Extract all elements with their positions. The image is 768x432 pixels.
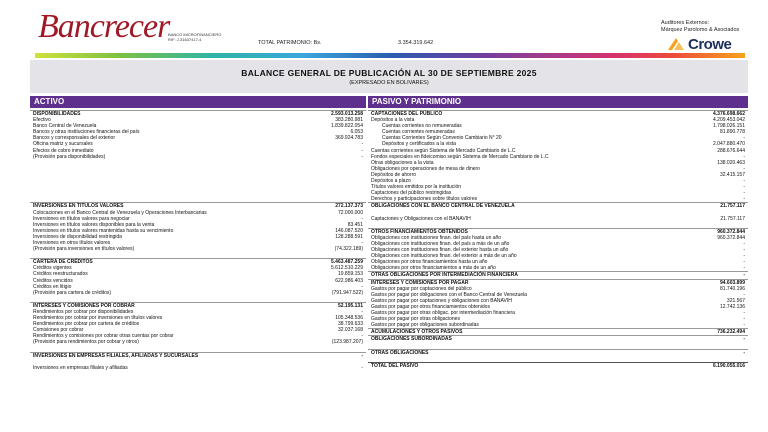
row-label: Depósitos de ahorro — [371, 171, 417, 178]
row-value: - — [361, 153, 363, 160]
activo-column — [30, 110, 366, 371]
row-label: ACUMULACIONES Y OTROS PASIVOS — [371, 329, 463, 336]
row-label: CARTERA DE CRÉDITOS — [33, 259, 93, 266]
row-value: - — [743, 265, 745, 272]
report-title: BALANCE GENERAL DE PUBLICACIÓN AL 30 DE SEPTIEMBRE 2025 — [241, 68, 537, 78]
row-value: - — [743, 253, 745, 260]
row-value: - — [743, 184, 745, 191]
row-value: 6.190.055.016 — [713, 362, 745, 369]
row-label: Obligaciones por otros financiamientos hasta un año — [371, 259, 488, 266]
row-label: Depósitos a la vista — [371, 117, 415, 124]
row-value: - — [361, 141, 363, 148]
row-label: Cuentas corrientes remuneradas — [382, 129, 455, 136]
row-value: 81.740.196 — [719, 285, 745, 292]
auditor-name: Márquez Parolomo & Asociados — [661, 27, 740, 33]
row-label: Rendimientos por cobrar por inversiones en títulos valores — [33, 315, 163, 322]
row-value: (74.322.189) — [334, 246, 363, 253]
row-label: (Provisión para inversiones en títulos valores) — [33, 246, 135, 253]
report-title-bar — [30, 60, 748, 93]
section-row — [30, 258, 366, 265]
crowe-logo-text: Crowe — [688, 36, 732, 53]
row-label: CAPTACIONES DEL PÚBLICO — [371, 111, 443, 117]
row-value: - — [361, 364, 363, 371]
row-value: 369.924.783 — [335, 135, 363, 142]
row-label: INTERESES Y COMISIONES POR COBRAR — [33, 302, 135, 309]
row-label: Banco Central de Venezuela — [33, 123, 97, 130]
row-value: (791.947.522) — [331, 289, 363, 296]
row-value: 138.020.463 — [717, 159, 745, 166]
row-label: Rendimientos por cobrar por cartera de créditos — [33, 321, 140, 328]
row-value: 32.037.168 — [337, 327, 363, 334]
row-label: Inversiones en títulos valores mantenidas hasta su vencimiento — [33, 227, 174, 234]
row-value: - — [361, 309, 363, 315]
row-value: 6.053 — [350, 129, 363, 136]
row-label: Cuentas corrientes no remuneradas — [382, 123, 462, 130]
row-label: Obligaciones con instituciones finan. del exterior a más de un año — [371, 253, 517, 260]
row-value: 2.593.013.258 — [331, 111, 363, 117]
row-value: (123.987.207) — [331, 339, 363, 346]
row-label: Bancos y otras instituciones financieras del país — [33, 129, 140, 136]
row-label: OTRAS OBLIGACIONES POR INTERMEDIACIÓN FINANCIERA — [371, 272, 518, 279]
row-value: 321.567 — [726, 297, 745, 304]
row-value: - — [361, 147, 363, 154]
row-value: - — [743, 349, 745, 356]
row-label: Cuentas corrientes según Sistema de Mercado Cambiario de L.C — [371, 147, 516, 154]
row-label: Inversiones en empresas filiales y afiliadas — [33, 364, 128, 371]
total-patrimonio — [258, 40, 433, 46]
bancrecer-logo: Bancrecer — [38, 8, 170, 45]
total-patrimonio-label: TOTAL PATRIMONIO: Bs. — [258, 40, 322, 46]
row-label: OBLIGACIONES SUBORDINADAS — [371, 336, 452, 343]
row-value: 736.232.494 — [717, 329, 745, 336]
row-label: Fondos especiales en fideicomiso según Sistema de Mercado Cambiario de L.C — [371, 153, 549, 160]
row-label: Créditos en litigio — [33, 283, 72, 290]
row-value: 272.137.373 — [335, 203, 363, 210]
row-label: Inversiones de disponibilidad restringida — [33, 233, 122, 240]
row-label: Obligaciones con instituciones finan. del exterior hasta un año — [371, 247, 509, 254]
row-value: 2.047.880.470 — [713, 141, 745, 148]
table-row — [30, 365, 366, 371]
row-value: - — [743, 322, 745, 329]
row-label: Gastos por pagar por otras obligac. por intermediación financiera — [371, 310, 515, 316]
row-label: OTROS FINANCIAMIENTOS OBTENIDOS — [371, 228, 468, 235]
row-label: INTERESES Y COMISIONES POR PAGAR — [371, 279, 469, 286]
row-label: TOTAL DEL PASIVO — [371, 362, 419, 369]
row-label: Obligaciones por otros financiamientos a más de un año — [371, 265, 496, 272]
row-label: Obligaciones con instituciones finan. del país hasta un año — [371, 234, 502, 241]
row-value: - — [743, 310, 745, 316]
row-label: Inversiones en otros títulos valores — [33, 239, 111, 246]
row-label: Gastos por pagar por otros financiamientos obtenidos — [371, 303, 490, 310]
row-label: Inversiones en títulos valores disponibles para la venta — [33, 221, 155, 228]
row-label: Rendimientos por cobrar por disponibilidades — [33, 309, 134, 315]
auditor-info — [661, 20, 739, 34]
row-label: Obligaciones por operaciones de mesa de dinero — [371, 165, 480, 172]
report-header — [0, 0, 768, 52]
row-label: Créditos vigentes — [33, 265, 72, 272]
row-label: Rendimientos y comisiones por cobrar otras cuentas por cobrar — [33, 333, 174, 340]
row-value: 12.742.136 — [719, 303, 745, 310]
total-row — [368, 362, 748, 369]
row-value: 5.612.510.229 — [331, 265, 363, 272]
row-label: Otras obligaciones a la vista — [371, 159, 434, 166]
row-label: Cuentas Corrientes Según Convenio Cambiario N° 20 — [382, 135, 502, 142]
row-label: Inversiones en títulos valores para negociar — [33, 215, 130, 222]
row-label: Bancos y corresponsales del exterior — [33, 135, 115, 142]
row-value: 383.280.981 — [335, 117, 363, 124]
row-value: 960.372.844 — [717, 228, 745, 235]
section-row — [368, 328, 748, 335]
section-row — [368, 279, 748, 286]
row-value: 38.799.633 — [337, 321, 363, 328]
row-label: Depósitos a plazo — [371, 178, 411, 185]
bank-registration: BANCO MICROFINANCIERO RIF: J-31637417-4 — [168, 32, 222, 42]
row-label: INVERSIONES EN TITULOS VALORES — [33, 203, 124, 210]
row-label: Colocaciones en el Banco Central de Venezuela y Operaciones Interbancarias — [33, 209, 207, 216]
row-value: 1.839.822.054 — [331, 123, 363, 130]
row-label: (Provisión para disponibilidades) — [33, 153, 106, 160]
row-value: - — [743, 316, 745, 323]
row-value: - — [361, 239, 363, 246]
row-value: 21.757.117 — [720, 203, 745, 210]
row-value: 19.859.153 — [337, 271, 363, 278]
row-label: Efectivo — [33, 117, 51, 124]
row-value: - — [361, 283, 363, 290]
section-row — [368, 349, 748, 356]
section-row — [368, 228, 748, 235]
row-value: - — [743, 165, 745, 172]
row-value: - — [361, 333, 363, 340]
row-value: - — [743, 153, 745, 160]
row-value: - — [743, 259, 745, 266]
report-subtitle: (EXPRESADO EN BOLIVARES) — [349, 80, 429, 86]
row-label: Gastos por pagar por captaciones y obligaciones con BANAVIH — [371, 297, 512, 304]
row-value: 83.451 — [347, 221, 363, 228]
section-row — [368, 202, 748, 209]
section-row — [30, 302, 366, 309]
row-label: Gastos por pagar por obligaciones con el Banco Central de Venezuela — [371, 291, 527, 298]
pasivo-heading: PASIVO Y PATRIMONIO — [368, 96, 748, 108]
row-value: 146.087.520 — [335, 227, 363, 234]
row-value: 72.000.000 — [337, 209, 363, 216]
row-value: - — [743, 272, 745, 279]
section-row — [368, 271, 748, 278]
row-label: Gastos por pagar por otras obligaciones — [371, 316, 460, 323]
row-label: Oficina matriz y sucursales — [33, 141, 93, 148]
row-value: 94.603.899 — [719, 279, 745, 286]
row-label: Obligaciones con instituciones finan. del país a más de un año — [371, 240, 510, 247]
pasivo-column — [368, 110, 748, 369]
row-label: Gastos por pagar por captaciones del público — [371, 285, 472, 292]
row-label: INVERSIONES EN EMPRESAS FILIALES, AFILIADAS Y SUCURSALES — [33, 352, 199, 359]
row-label: Títulos valores emitidos por la institución — [371, 184, 462, 191]
row-value: 21.757.117 — [720, 215, 745, 222]
row-value: - — [743, 247, 745, 254]
row-value: 4.376.698.662 — [713, 111, 745, 117]
section-row — [30, 202, 366, 209]
row-label: Comisiones por cobrar — [33, 327, 84, 334]
row-value: 81.890.778 — [719, 129, 745, 136]
row-value: - — [743, 336, 745, 343]
row-value: 4.209.453.042 — [713, 117, 745, 124]
row-value: 52.195.131 — [337, 302, 363, 309]
row-label: Captaciones y Obligaciones con el BANAVIH — [371, 215, 471, 222]
auditor-label: Auditores Externos: — [661, 20, 709, 26]
row-value: 105.348.536 — [335, 315, 363, 322]
row-label: OBLIGACIONES CON EL BANCO CENTRAL DE VENEZUELA — [371, 203, 515, 210]
row-value: - — [361, 215, 363, 222]
row-value: - — [743, 196, 745, 203]
row-value: 622.986.403 — [335, 277, 363, 284]
row-label: Gastos por pagar por obligaciones subordinadas — [371, 322, 479, 329]
row-label: Créditos vencidos — [33, 277, 73, 284]
row-label: Efectos de cobro inmediato — [33, 147, 94, 154]
row-label: OTRAS OBLIGACIONES — [371, 349, 429, 356]
row-value: - — [743, 135, 745, 142]
row-value: - — [743, 291, 745, 298]
row-value: - — [743, 240, 745, 247]
row-value: - — [361, 352, 363, 359]
row-value: - — [743, 190, 745, 197]
row-label: DISPONIBILIDADES — [33, 111, 81, 117]
section-row — [30, 110, 366, 117]
row-label: Captaciones del público restringidas — [371, 190, 452, 197]
row-value: - — [743, 178, 745, 185]
row-label: (Provisión para cartera de créditos) — [33, 289, 112, 296]
section-row — [368, 335, 748, 342]
color-stripe — [35, 53, 745, 58]
row-value: 1.798.026.151 — [713, 123, 745, 130]
activo-heading: ACTIVO — [30, 96, 366, 108]
row-value: 960.372.844 — [717, 234, 745, 241]
row-label: Créditos reestructurados — [33, 271, 88, 278]
crowe-logo-icon — [668, 38, 684, 50]
row-value: 288.676.644 — [717, 147, 745, 154]
row-value: 5.463.487.259 — [331, 259, 363, 266]
total-patrimonio-value: 3.354.319.642 — [398, 40, 434, 46]
row-label: Depósitos y certificados a la vista — [382, 141, 456, 148]
section-row — [30, 352, 366, 359]
row-label: Derechos y participaciones sobre títulos valores — [371, 196, 478, 203]
row-value: 32.415.157 — [719, 171, 745, 178]
section-row — [368, 110, 748, 117]
row-value: 128.288.591 — [335, 233, 363, 240]
row-label: (Provisión para rendimientos por cobrar y otros) — [33, 339, 139, 346]
